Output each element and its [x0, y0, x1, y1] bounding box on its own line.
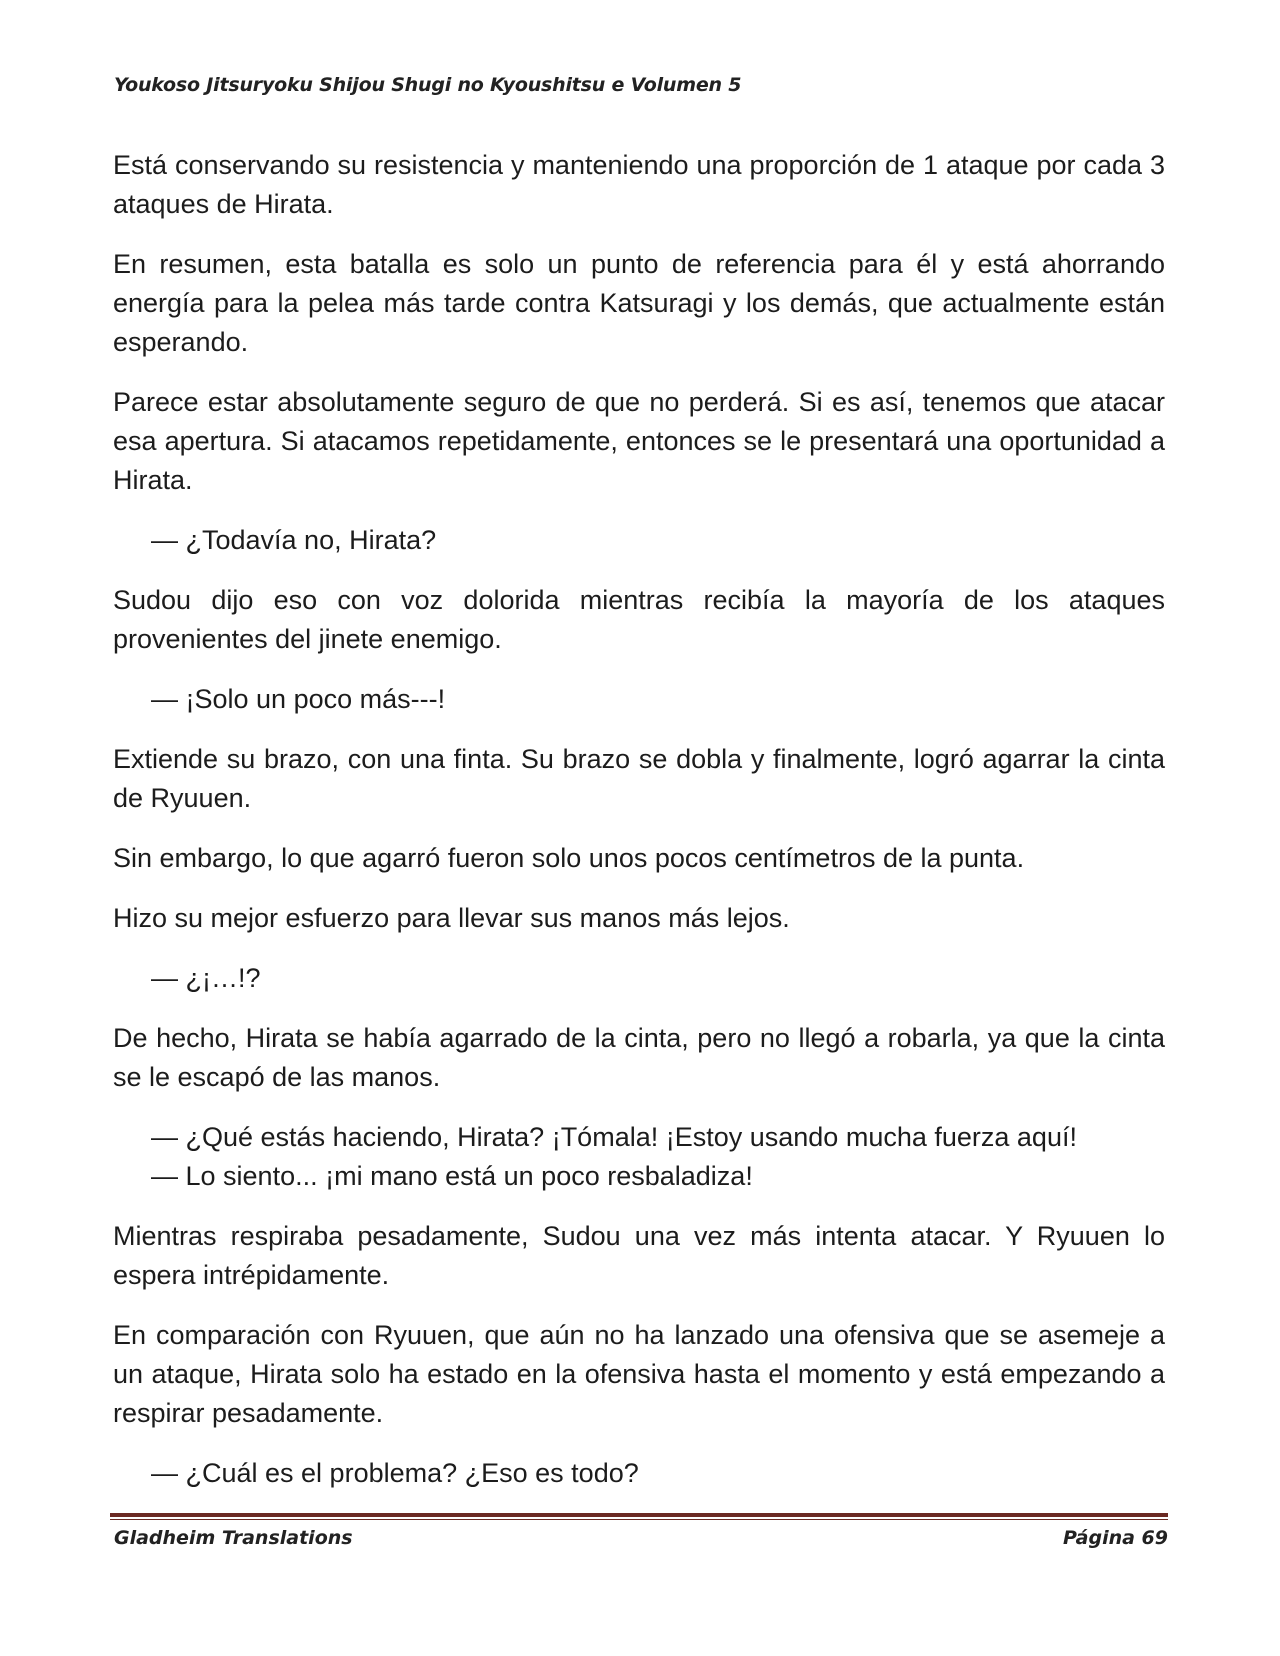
dialogue-line: — ¿¡…!?	[151, 963, 261, 993]
footer-translator: Gladheim Translations	[114, 1527, 353, 1549]
paragraph: Sin embargo, lo que agarró fueron solo unos pocos centímetros de la punta.	[113, 843, 1025, 873]
paragraph: Extiende su brazo, con una finta. Su brazo se dobla y finalmente, logró agarrar la cinta de Ryuuen.	[113, 744, 1165, 813]
footer-divider-thin	[110, 1519, 1168, 1520]
paragraph: Parece estar absolutamente seguro de que no perderá. Si es así, tenemos que atacar esa apertura. Si atacamos repetidamente, entonces se le presentará una oportunidad a Hirata.	[113, 387, 1165, 495]
dialogue-line: — ¿Todavía no, Hirata?	[151, 525, 437, 555]
paragraph: De hecho, Hirata se había agarrado de la cinta, pero no llegó a robarla, ya que la cinta se le escapó de las manos.	[113, 1023, 1165, 1092]
paragraph: Sudou dijo eso con voz dolorida mientras recibía la mayoría de los ataques provenientes del jinete enemigo.	[113, 585, 1165, 654]
running-header: Youkoso Jitsuryoku Shijou Shugi no Kyoushitsu e Volumen 5	[114, 74, 742, 96]
paragraph: En resumen, esta batalla es solo un punto de referencia para él y está ahorrando energía para la pelea más tarde contra Katsuragi y los demás, que actualmente están esperando.	[113, 249, 1165, 357]
dialogue-line: — Lo siento... ¡mi mano está un poco resbaladiza!	[151, 1161, 753, 1191]
paragraph: En comparación con Ryuuen, que aún no ha lanzado una ofensiva que se asemeje a un ataque, Hirata solo ha estado en la ofensiva hasta el momento y está empezando a respirar pesadamente.	[113, 1320, 1165, 1428]
footer-divider-thick	[110, 1513, 1168, 1517]
page-body	[113, 146, 1165, 1514]
footer-divider	[110, 1513, 1168, 1520]
dialogue-line: — ¿Qué estás haciendo, Hirata? ¡Tómala! ¡Estoy usando mucha fuerza aquí!	[151, 1122, 1077, 1152]
paragraph: Mientras respiraba pesadamente, Sudou una vez más intenta atacar. Y Ryuuen lo espera intrépidamente.	[113, 1221, 1165, 1290]
dialogue-line: — ¡Solo un poco más---!	[151, 684, 446, 714]
dialogue-line: — ¿Cuál es el problema? ¿Eso es todo?	[151, 1458, 639, 1488]
paragraph: Hizo su mejor esfuerzo para llevar sus manos más lejos.	[113, 903, 790, 933]
paragraph: Está conservando su resistencia y manteniendo una proporción de 1 ataque por cada 3 ataques de Hirata.	[113, 150, 1165, 219]
footer-page-number: Página 69	[1062, 1527, 1168, 1549]
